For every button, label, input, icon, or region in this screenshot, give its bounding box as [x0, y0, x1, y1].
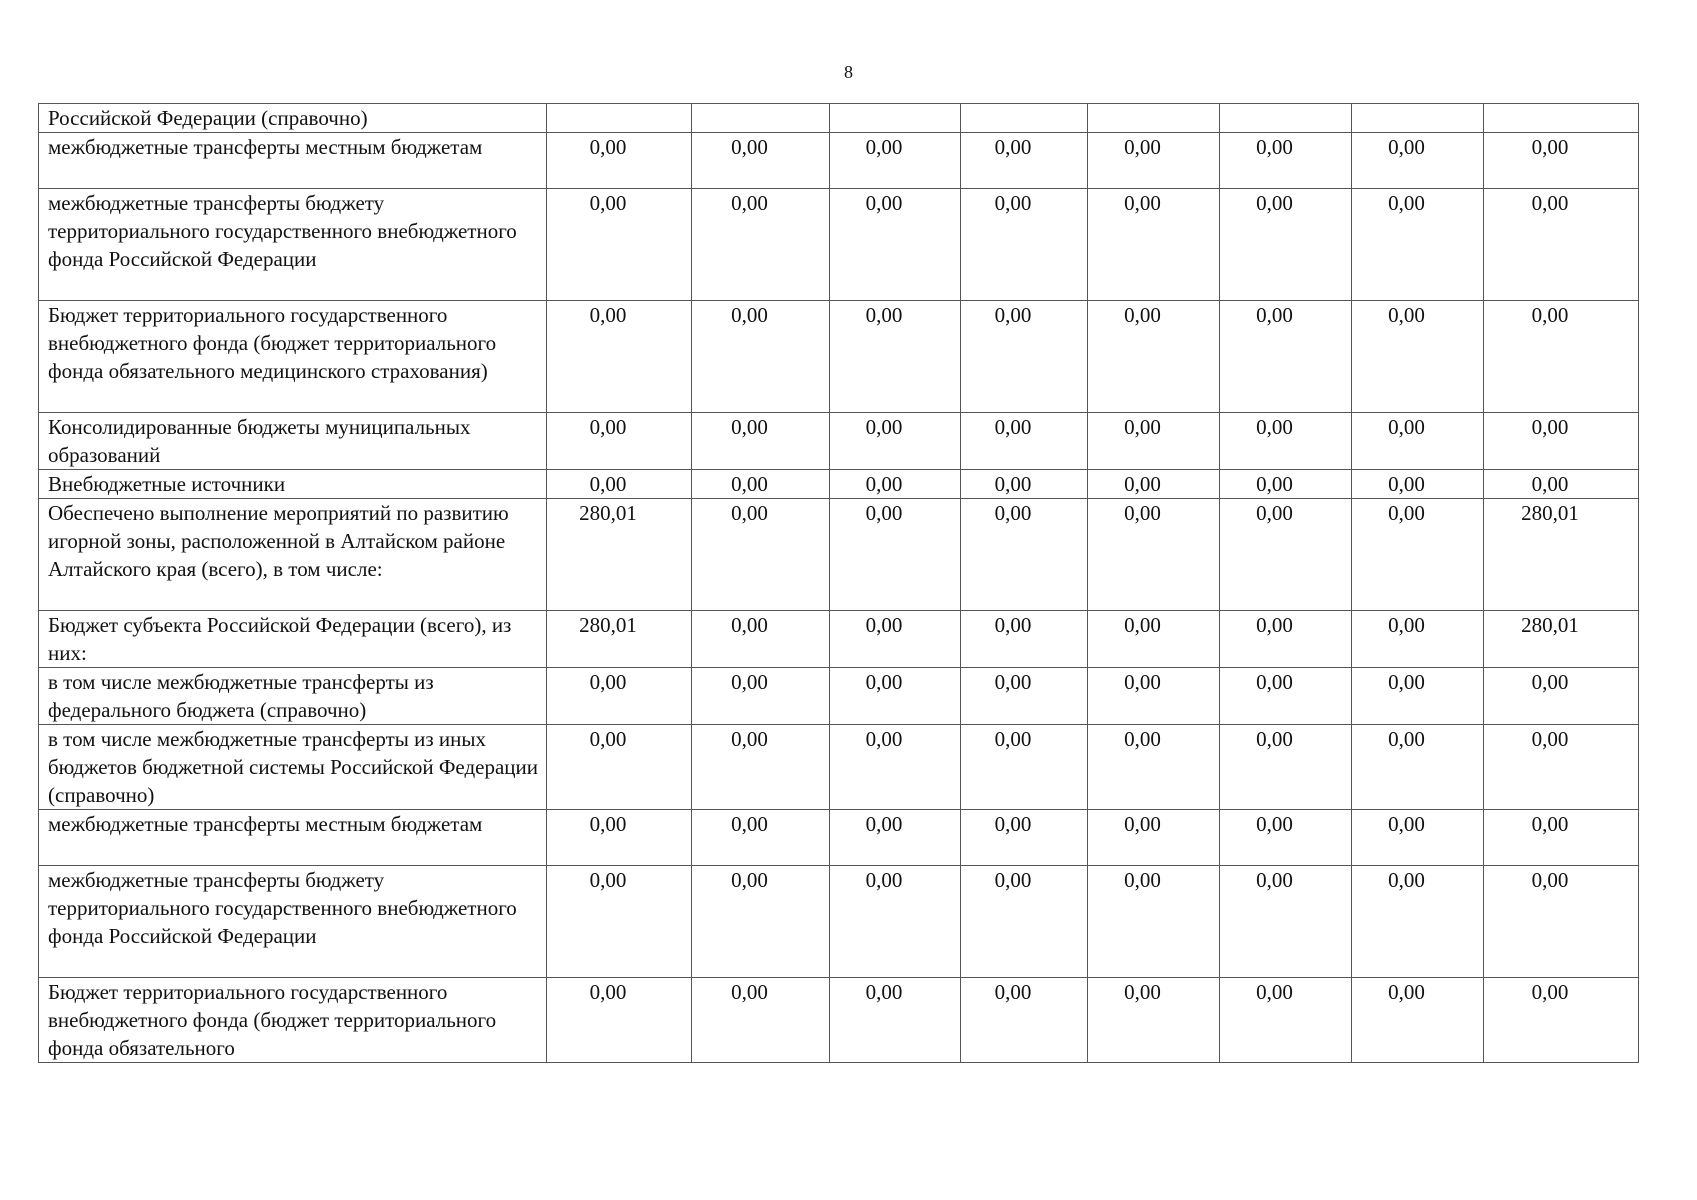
value-cell: 0,00 — [1088, 866, 1220, 978]
value-cell: 0,00 — [1352, 611, 1484, 668]
value-cell: 0,00 — [1088, 470, 1220, 499]
value-cell: 0,00 — [1352, 133, 1484, 189]
value-cell — [692, 104, 830, 133]
row-label: межбюджетные трансферты местным бюджетам — [39, 810, 547, 866]
value-cell: 0,00 — [961, 866, 1088, 978]
table-row — [39, 470, 1639, 499]
value-cell: 0,00 — [547, 810, 692, 866]
value-cell: 0,00 — [692, 301, 830, 413]
value-cell — [1088, 104, 1220, 133]
row-label: Бюджет территориального государственного внебюджетного фонда (бюджет территориального фонда обязательного — [39, 978, 547, 1063]
row-label: Бюджет территориального государственного внебюджетного фонда (бюджет территориального фонда обязательного медицинского страхования) — [39, 301, 547, 413]
value-cell: 0,00 — [1352, 668, 1484, 725]
value-cell: 0,00 — [1088, 499, 1220, 611]
table-row — [39, 413, 1639, 470]
value-cell: 0,00 — [1352, 301, 1484, 413]
value-cell: 0,00 — [547, 413, 692, 470]
table-row — [39, 810, 1639, 866]
value-cell: 0,00 — [1088, 810, 1220, 866]
value-cell: 0,00 — [1220, 611, 1352, 668]
value-cell: 0,00 — [547, 668, 692, 725]
row-label: Российской Федерации (справочно) — [39, 104, 547, 133]
table-row — [39, 978, 1639, 1063]
value-cell: 0,00 — [830, 611, 961, 668]
value-cell: 0,00 — [1088, 611, 1220, 668]
value-cell: 0,00 — [830, 301, 961, 413]
value-cell: 0,00 — [1484, 668, 1639, 725]
row-label: Внебюджетные источники — [39, 470, 547, 499]
row-label: Бюджет субъекта Российской Федерации (всего), из них: — [39, 611, 547, 668]
value-cell: 0,00 — [692, 725, 830, 810]
value-cell: 0,00 — [1220, 413, 1352, 470]
value-cell: 0,00 — [961, 611, 1088, 668]
value-cell: 0,00 — [1352, 413, 1484, 470]
value-cell: 0,00 — [1220, 810, 1352, 866]
table-body — [39, 104, 1639, 1063]
value-cell: 0,00 — [961, 725, 1088, 810]
table-row — [39, 133, 1639, 189]
value-cell: 0,00 — [1352, 810, 1484, 866]
value-cell: 0,00 — [692, 499, 830, 611]
value-cell — [1352, 104, 1484, 133]
value-cell: 0,00 — [1484, 810, 1639, 866]
value-cell: 0,00 — [1484, 133, 1639, 189]
value-cell: 0,00 — [1352, 866, 1484, 978]
value-cell: 0,00 — [1220, 133, 1352, 189]
value-cell: 0,00 — [547, 301, 692, 413]
value-cell: 0,00 — [1088, 413, 1220, 470]
value-cell: 0,00 — [692, 470, 830, 499]
value-cell: 0,00 — [1484, 470, 1639, 499]
table-row — [39, 668, 1639, 725]
table-row — [39, 725, 1639, 810]
value-cell: 0,00 — [961, 189, 1088, 301]
value-cell — [961, 104, 1088, 133]
value-cell: 0,00 — [830, 470, 961, 499]
value-cell: 0,00 — [1088, 668, 1220, 725]
value-cell: 0,00 — [830, 413, 961, 470]
value-cell: 0,00 — [830, 189, 961, 301]
value-cell — [1484, 104, 1639, 133]
value-cell: 0,00 — [1088, 978, 1220, 1063]
value-cell: 0,00 — [692, 189, 830, 301]
table-row — [39, 189, 1639, 301]
table-row — [39, 866, 1639, 978]
value-cell: 0,00 — [961, 413, 1088, 470]
value-cell: 0,00 — [547, 978, 692, 1063]
row-label: межбюджетные трансферты местным бюджетам — [39, 133, 547, 189]
value-cell: 0,00 — [692, 611, 830, 668]
row-label: межбюджетные трансферты бюджету территориального государственного внебюджетного фонда Российской Федерации — [39, 866, 547, 978]
value-cell: 0,00 — [961, 470, 1088, 499]
value-cell: 0,00 — [547, 133, 692, 189]
value-cell: 0,00 — [1220, 668, 1352, 725]
value-cell: 0,00 — [1220, 499, 1352, 611]
value-cell: 0,00 — [961, 978, 1088, 1063]
value-cell — [830, 104, 961, 133]
value-cell: 0,00 — [961, 301, 1088, 413]
value-cell: 280,01 — [1484, 499, 1639, 611]
value-cell: 0,00 — [1220, 189, 1352, 301]
value-cell: 0,00 — [692, 810, 830, 866]
value-cell: 0,00 — [1220, 725, 1352, 810]
row-label: межбюджетные трансферты бюджету территориального государственного внебюджетного фонда Российской Федерации — [39, 189, 547, 301]
value-cell: 0,00 — [830, 810, 961, 866]
table-row — [39, 611, 1639, 668]
value-cell: 0,00 — [1088, 725, 1220, 810]
page-number: 8 — [844, 62, 853, 82]
value-cell: 0,00 — [1352, 978, 1484, 1063]
value-cell: 0,00 — [830, 668, 961, 725]
value-cell: 0,00 — [1484, 866, 1639, 978]
value-cell: 0,00 — [830, 133, 961, 189]
value-cell: 0,00 — [547, 470, 692, 499]
value-cell: 0,00 — [692, 133, 830, 189]
row-label: в том числе межбюджетные трансферты из федерального бюджета (справочно) — [39, 668, 547, 725]
table-row — [39, 301, 1639, 413]
value-cell: 280,01 — [547, 611, 692, 668]
row-label: Консолидированные бюджеты муниципальных образований — [39, 413, 547, 470]
value-cell: 0,00 — [547, 866, 692, 978]
value-cell: 0,00 — [1484, 301, 1639, 413]
value-cell: 0,00 — [1220, 978, 1352, 1063]
value-cell: 0,00 — [1220, 301, 1352, 413]
value-cell: 0,00 — [692, 978, 830, 1063]
value-cell: 0,00 — [961, 668, 1088, 725]
value-cell: 0,00 — [1088, 301, 1220, 413]
value-cell: 0,00 — [1220, 470, 1352, 499]
row-label: Обеспечено выполнение мероприятий по развитию игорной зоны, расположенной в Алтайском районе Алтайского края (всего), в том числе: — [39, 499, 547, 611]
value-cell: 0,00 — [1352, 499, 1484, 611]
value-cell: 0,00 — [1484, 978, 1639, 1063]
value-cell: 0,00 — [547, 725, 692, 810]
value-cell: 0,00 — [830, 866, 961, 978]
value-cell: 0,00 — [692, 413, 830, 470]
value-cell — [547, 104, 692, 133]
value-cell: 0,00 — [830, 978, 961, 1063]
value-cell: 0,00 — [547, 189, 692, 301]
row-label: в том числе межбюджетные трансферты из иных бюджетов бюджетной системы Российской Федерации (справочно) — [39, 725, 547, 810]
value-cell: 0,00 — [1088, 189, 1220, 301]
value-cell: 280,01 — [1484, 611, 1639, 668]
table-row — [39, 104, 1639, 133]
value-cell — [1220, 104, 1352, 133]
table-row — [39, 499, 1639, 611]
value-cell: 0,00 — [1352, 725, 1484, 810]
value-cell: 0,00 — [1220, 866, 1352, 978]
value-cell: 0,00 — [1484, 189, 1639, 301]
value-cell: 0,00 — [692, 866, 830, 978]
budget-table — [38, 103, 1639, 1063]
value-cell: 0,00 — [961, 133, 1088, 189]
value-cell: 0,00 — [830, 725, 961, 810]
value-cell: 0,00 — [692, 668, 830, 725]
value-cell: 0,00 — [1352, 189, 1484, 301]
value-cell: 0,00 — [1484, 725, 1639, 810]
value-cell: 0,00 — [1352, 470, 1484, 499]
value-cell: 0,00 — [961, 810, 1088, 866]
value-cell: 0,00 — [961, 499, 1088, 611]
value-cell: 280,01 — [547, 499, 692, 611]
value-cell: 0,00 — [830, 499, 961, 611]
value-cell: 0,00 — [1484, 413, 1639, 470]
value-cell: 0,00 — [1088, 133, 1220, 189]
